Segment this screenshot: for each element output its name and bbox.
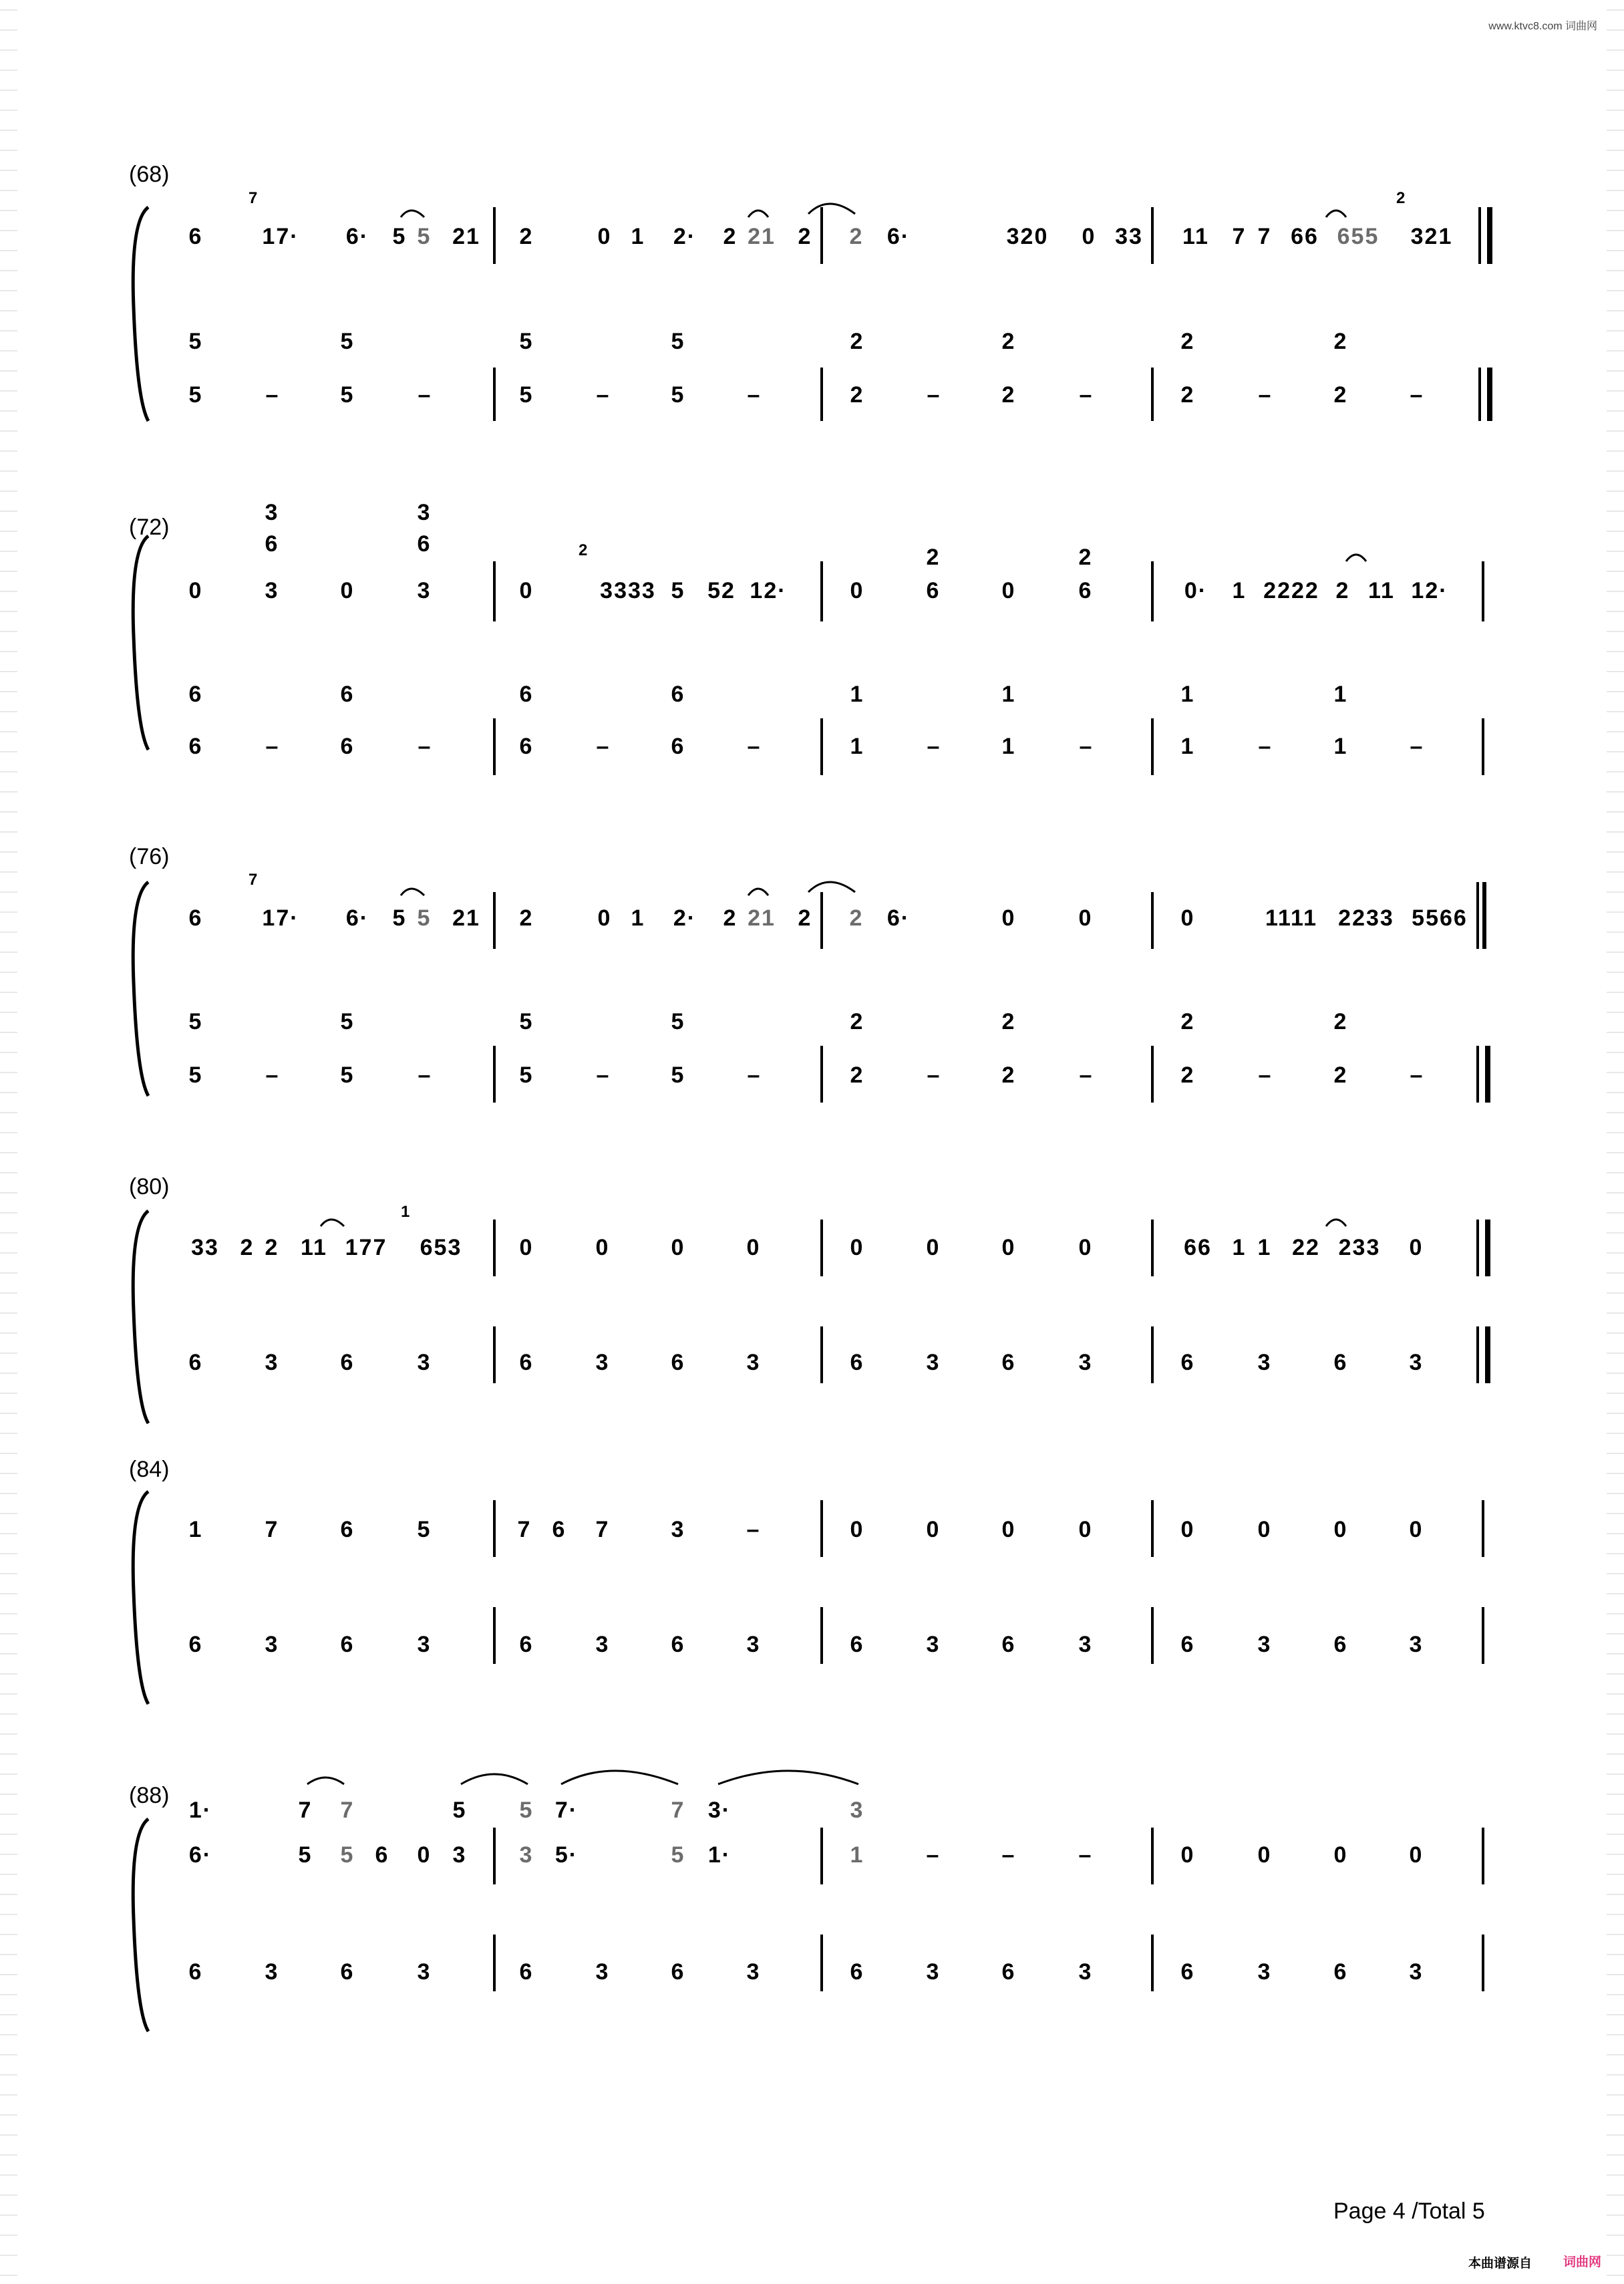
bass-note: 3 — [926, 1959, 941, 1985]
note: 33 — [1115, 224, 1143, 249]
note: 653 — [420, 1235, 462, 1260]
bass-note: 2 — [850, 382, 864, 408]
bass-note: 5 — [188, 1009, 203, 1034]
note: 0 — [1257, 1517, 1272, 1542]
bass-note: 6 — [671, 1959, 685, 1985]
measure-label: (84) — [129, 1457, 170, 1482]
note: 11 — [1182, 224, 1209, 249]
extension-dash: – — [1079, 734, 1092, 759]
bass-note: 2 — [850, 329, 864, 354]
note: 0 — [671, 1235, 685, 1260]
bass-note: 6 — [1001, 1632, 1016, 1657]
bass-note: 3 — [746, 1350, 761, 1375]
bass-note: 6 — [188, 1632, 203, 1657]
bass-note: 6 — [1001, 1959, 1016, 1985]
note: 5 — [671, 1842, 685, 1868]
bass-note: 1 — [1180, 682, 1195, 707]
note: 0 — [1078, 905, 1093, 931]
bass-note: 6 — [1333, 1350, 1348, 1375]
extension-dash: – — [1258, 734, 1271, 759]
extension-dash: – — [265, 382, 279, 408]
chord-note: 6 — [1078, 578, 1093, 603]
bass-note: 1 — [1001, 734, 1016, 759]
note: 5 — [417, 1517, 432, 1542]
extension-dash: – — [596, 734, 609, 759]
note: 21 — [452, 224, 480, 249]
bass-note: 2 — [1333, 382, 1348, 408]
bass-note: 6 — [340, 682, 355, 707]
chord-note: 3 — [265, 578, 279, 603]
note: 66 — [1291, 224, 1319, 249]
bass-note: 3 — [595, 1959, 610, 1985]
footer-source: 本曲谱源自 — [1468, 2257, 1532, 2271]
note: 2· — [673, 905, 697, 931]
note: 2 — [723, 224, 738, 249]
bass-note: 5 — [340, 1062, 355, 1088]
note: 7 — [298, 1798, 313, 1823]
bass-note: 2 — [1001, 329, 1016, 354]
bass-note: 6 — [519, 1632, 534, 1657]
note: 0 — [850, 1235, 864, 1260]
note: 0 — [746, 1235, 761, 1260]
note: 6· — [345, 224, 369, 249]
note: 1 — [631, 224, 645, 249]
bass-note: 5 — [519, 1062, 534, 1088]
note: 21 — [748, 224, 776, 249]
chord-note: 2 — [1078, 545, 1093, 570]
bass-note: 2 — [1001, 1062, 1016, 1088]
extension-dash: – — [1079, 1062, 1092, 1088]
note: 2 — [849, 224, 864, 249]
note: 1 — [631, 905, 645, 931]
note: 5 — [392, 905, 407, 931]
note: 233 — [1338, 1235, 1381, 1260]
bass-note: 2 — [1180, 329, 1195, 354]
measure-label: (80) — [129, 1174, 170, 1199]
note: 21 — [748, 905, 776, 931]
note: 6 — [188, 905, 203, 931]
note: 0 — [850, 1517, 864, 1542]
bass-note: 6 — [1180, 1959, 1195, 1985]
note: 2 — [798, 224, 812, 249]
bass-note: 3 — [417, 1632, 432, 1657]
bass-note: 6 — [1001, 1350, 1016, 1375]
note: 3 — [850, 1798, 864, 1823]
note: 21 — [452, 905, 480, 931]
note: 6· — [188, 1842, 212, 1868]
bass-note: 2 — [1180, 382, 1195, 408]
note: 7 — [671, 1798, 685, 1823]
note: 3· — [707, 1798, 732, 1823]
bass-note: 2 — [1333, 329, 1348, 354]
brace-72 — [133, 536, 148, 750]
chord-note: 2 — [926, 545, 941, 570]
bass-note: 2 — [1333, 1062, 1348, 1088]
note: 7 — [265, 1517, 279, 1542]
note: 0 — [340, 578, 355, 603]
note: 0 — [850, 578, 864, 603]
bass-note: 5 — [340, 1009, 355, 1034]
note: 52 — [707, 578, 736, 603]
note: 7 — [1257, 224, 1272, 249]
extension-dash: – — [1258, 1062, 1271, 1088]
bass-note: 3 — [1409, 1632, 1424, 1657]
brace-88 — [133, 1819, 148, 2031]
bass-note: 6 — [1180, 1350, 1195, 1375]
note: 0 — [417, 1842, 432, 1868]
note: 7· — [554, 1798, 579, 1823]
note: 0 — [1409, 1517, 1424, 1542]
bass-note: 6 — [671, 734, 685, 759]
measure-label: (72) — [129, 515, 170, 540]
note: – — [926, 1842, 941, 1868]
extension-dash: – — [418, 382, 431, 408]
bass-note: 6 — [519, 734, 534, 759]
chord-note: 6 — [417, 531, 432, 557]
bass-note: 5 — [340, 329, 355, 354]
note: 655 — [1337, 224, 1379, 249]
grace-note: 2 — [1396, 189, 1406, 207]
note: 2 — [519, 905, 534, 931]
bass-note: 5 — [519, 329, 534, 354]
note: 2 — [723, 905, 738, 931]
note: 3 — [519, 1842, 534, 1868]
footer-logo: 词曲网 — [1563, 2255, 1602, 2269]
note: 2 — [240, 1235, 255, 1260]
extension-dash: – — [265, 734, 279, 759]
bass-note: 3 — [595, 1350, 610, 1375]
note: 5566 — [1412, 905, 1468, 931]
note: 2222 — [1263, 578, 1319, 603]
note: 0 — [595, 1235, 610, 1260]
bass-note: 6 — [671, 1632, 685, 1657]
bass-note: 5 — [671, 1009, 685, 1034]
brace-84 — [133, 1491, 148, 1704]
grace-note: 1 — [401, 1203, 410, 1221]
bass-note: 6 — [1180, 1632, 1195, 1657]
bass-note: 3 — [746, 1959, 761, 1985]
bass-note: 2 — [1333, 1009, 1348, 1034]
bass-note: 3 — [1078, 1959, 1093, 1985]
note: 1 — [1232, 578, 1247, 603]
bass-note: 6 — [850, 1959, 864, 1985]
bass-note: 6 — [340, 1632, 355, 1657]
note: 6 — [552, 1517, 566, 1542]
chord-note: 3 — [265, 500, 279, 525]
bass-note: 2 — [1180, 1062, 1195, 1088]
chord-note: 6 — [265, 531, 279, 557]
extension-dash: – — [747, 734, 760, 759]
note: 5 — [417, 905, 432, 931]
note: 6 — [340, 1517, 355, 1542]
grace-note: 7 — [249, 871, 258, 889]
bass-note: 1 — [1333, 734, 1348, 759]
bass-note: 3 — [265, 1350, 279, 1375]
bass-note: 5 — [188, 1062, 203, 1088]
note: 12· — [750, 578, 787, 603]
grace-note: 7 — [249, 189, 258, 207]
brace-76 — [133, 882, 148, 1096]
extension-dash: – — [927, 382, 940, 408]
note: 5 — [671, 578, 685, 603]
bass-note: 2 — [850, 1009, 864, 1034]
note: 2 — [1335, 578, 1350, 603]
note: 0 — [1180, 905, 1195, 931]
bass-note: 3 — [1257, 1632, 1272, 1657]
note: 7 — [1232, 224, 1247, 249]
note: 0 — [1180, 1842, 1195, 1868]
note: 5 — [340, 1842, 355, 1868]
extension-dash: – — [1410, 1062, 1423, 1088]
note: 1111 — [1265, 905, 1318, 931]
bass-note: 6 — [188, 1350, 203, 1375]
note: 1· — [188, 1798, 212, 1823]
note: 5 — [452, 1798, 467, 1823]
note: 5 — [392, 224, 407, 249]
bass-note: 6 — [340, 1959, 355, 1985]
bass-note: 5 — [519, 1009, 534, 1034]
note: 5· — [554, 1842, 579, 1868]
bass-note: 3 — [926, 1632, 941, 1657]
note: – — [746, 1517, 761, 1542]
bass-note: 3 — [926, 1350, 941, 1375]
note: 0 — [1333, 1842, 1348, 1868]
bass-note: 2 — [1180, 1009, 1195, 1034]
measure-label: (68) — [129, 162, 170, 187]
note: 1 — [850, 1842, 864, 1868]
bass-note: 3 — [1257, 1959, 1272, 1985]
note: 6· — [886, 905, 911, 931]
note: 0 — [1078, 1517, 1093, 1542]
bass-note: 3 — [746, 1632, 761, 1657]
bass-note: 1 — [850, 682, 864, 707]
extension-dash: – — [747, 1062, 760, 1088]
bass-note: 5 — [671, 1062, 685, 1088]
note: 11 — [301, 1235, 327, 1260]
bass-note: 5 — [340, 382, 355, 408]
bass-note: 6 — [340, 734, 355, 759]
note: 0 — [1001, 1517, 1016, 1542]
note: 321 — [1410, 224, 1453, 249]
bass-note: 6 — [850, 1350, 864, 1375]
note: 66 — [1184, 1235, 1212, 1260]
bass-note: 6 — [519, 1350, 534, 1375]
note: 6 — [188, 224, 203, 249]
note: 0 — [1409, 1842, 1424, 1868]
bass-note: 3 — [265, 1959, 279, 1985]
extension-dash: – — [927, 734, 940, 759]
note: 6· — [345, 905, 369, 931]
note: 2 — [519, 224, 534, 249]
note: 3 — [452, 1842, 467, 1868]
bass-note: 6 — [671, 682, 685, 707]
note: 7 — [340, 1798, 355, 1823]
brace-80 — [133, 1211, 148, 1423]
bass-note: 6 — [188, 682, 203, 707]
note: 0 — [1257, 1842, 1272, 1868]
note: 0 — [1001, 1235, 1016, 1260]
note: 0 — [597, 224, 612, 249]
bass-note: 6 — [519, 1959, 534, 1985]
note: 1· — [707, 1842, 732, 1868]
note: 1 — [1257, 1235, 1272, 1260]
bass-note: 1 — [1333, 682, 1348, 707]
bass-note: 6 — [340, 1350, 355, 1375]
bass-note: 3 — [1257, 1350, 1272, 1375]
note: 0 — [1409, 1235, 1424, 1260]
extension-dash: – — [418, 734, 431, 759]
extension-dash: – — [596, 1062, 609, 1088]
note: 0· — [1184, 578, 1208, 603]
extension-dash: – — [927, 1062, 940, 1088]
note: 2· — [673, 224, 697, 249]
bass-note: 3 — [417, 1959, 432, 1985]
extension-dash: – — [418, 1062, 431, 1088]
note: 1 — [188, 1517, 203, 1542]
brace-68 — [133, 207, 148, 421]
note: 0 — [1078, 1235, 1093, 1260]
note: 3 — [671, 1517, 685, 1542]
note: 0 — [1001, 578, 1016, 603]
note: 12· — [1411, 578, 1448, 603]
note: – — [1001, 1842, 1016, 1868]
note: 17· — [262, 905, 299, 931]
note: 6 — [375, 1842, 389, 1868]
note: 5 — [519, 1798, 534, 1823]
measure-label: (76) — [129, 844, 170, 869]
bass-note: 2 — [1001, 382, 1016, 408]
bass-note: 6 — [188, 734, 203, 759]
bass-note: 5 — [671, 382, 685, 408]
bass-note: 1 — [850, 734, 864, 759]
bass-note: 5 — [519, 382, 534, 408]
note: 0 — [926, 1235, 941, 1260]
note: 7 — [517, 1517, 532, 1542]
note: 5 — [417, 224, 432, 249]
bass-note: 6 — [188, 1959, 203, 1985]
bass-note: 6 — [850, 1632, 864, 1657]
note: 0 — [1001, 905, 1016, 931]
note: 2233 — [1338, 905, 1394, 931]
note: 33 — [191, 1235, 219, 1260]
note: 17· — [262, 224, 299, 249]
note: 5 — [298, 1842, 313, 1868]
bass-note: 6 — [1333, 1959, 1348, 1985]
note: 0 — [1082, 224, 1096, 249]
extension-dash: – — [1410, 734, 1423, 759]
extension-dash: – — [1410, 382, 1423, 408]
note: 1 — [1232, 1235, 1247, 1260]
bass-note: 3 — [1078, 1350, 1093, 1375]
note: 22 — [1292, 1235, 1320, 1260]
note: 2 — [798, 905, 812, 931]
note: 0 — [926, 1517, 941, 1542]
note: 11 — [1368, 578, 1395, 603]
bass-note: 3 — [1409, 1959, 1424, 1985]
extension-dash: – — [1079, 382, 1092, 408]
note: – — [1078, 1842, 1093, 1868]
bass-note: 3 — [1078, 1632, 1093, 1657]
note: 320 — [1006, 224, 1049, 249]
note: 0 — [1180, 1517, 1195, 1542]
bass-note: 2 — [850, 1062, 864, 1088]
page-number: Page 4 /Total 5 — [1333, 2198, 1485, 2224]
note: 0 — [519, 1235, 534, 1260]
bass-note: 6 — [1333, 1632, 1348, 1657]
note: 0 — [188, 578, 203, 603]
chord-note: 6 — [926, 578, 941, 603]
extension-dash: – — [747, 382, 760, 408]
note: 2 — [849, 905, 864, 931]
bass-note: 3 — [417, 1350, 432, 1375]
extension-dash: – — [1258, 382, 1271, 408]
grace-note: 2 — [579, 541, 588, 559]
bass-note: 6 — [519, 682, 534, 707]
bass-note: 5 — [671, 329, 685, 354]
extension-dash: – — [596, 382, 609, 408]
bass-note: 1 — [1180, 734, 1195, 759]
chord-note: 3 — [417, 578, 432, 603]
bass-note: 5 — [188, 382, 203, 408]
bass-note: 3 — [265, 1632, 279, 1657]
chord-note: 3 — [417, 500, 432, 525]
note: 0 — [519, 578, 534, 603]
bass-note: 1 — [1001, 682, 1016, 707]
note: 6· — [886, 224, 911, 249]
note: 0 — [597, 905, 612, 931]
site-watermark: www.ktvc8.com 词曲网 — [1488, 21, 1597, 32]
bass-note: 5 — [188, 329, 203, 354]
note: 2 — [265, 1235, 279, 1260]
note: 0 — [1333, 1517, 1348, 1542]
note: 177 — [345, 1235, 387, 1260]
bass-note: 3 — [595, 1632, 610, 1657]
bass-note: 2 — [1001, 1009, 1016, 1034]
note: 7 — [595, 1517, 610, 1542]
note: 3333 — [600, 578, 656, 603]
bass-note: 3 — [1409, 1350, 1424, 1375]
extension-dash: – — [265, 1062, 279, 1088]
measure-label: (88) — [129, 1783, 170, 1808]
bass-note: 6 — [671, 1350, 685, 1375]
